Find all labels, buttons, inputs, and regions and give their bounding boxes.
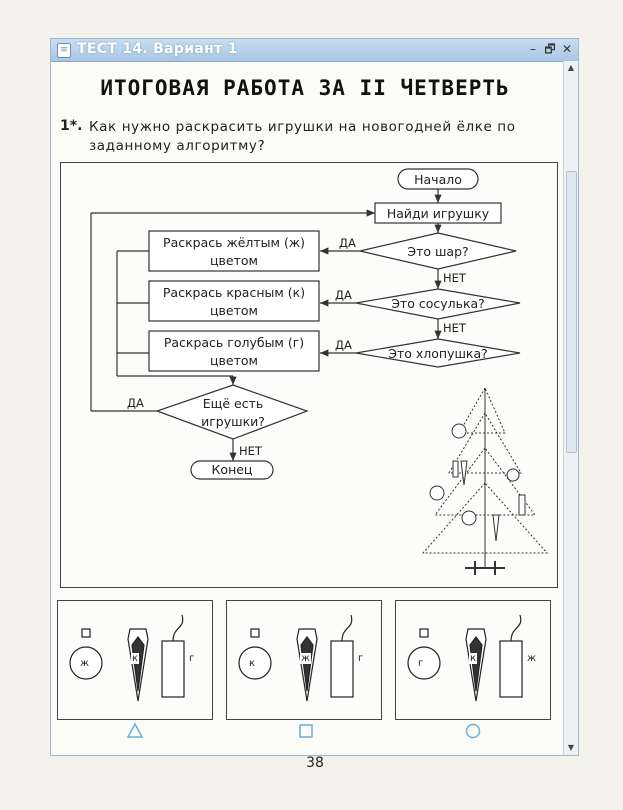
restore-button[interactable]: 🗗 [544,42,556,56]
icicle-condition-label: Это сосулька? [391,296,485,311]
more-toys-decision [157,385,307,439]
no-label-ball: НЕТ [443,271,466,285]
cracker-color-label: ж [527,653,537,664]
christmas-tree-icon [423,388,547,575]
question-number: 1*. [60,118,83,134]
paint-yellow-line1: Раскрась жёлтым (ж) [163,235,305,250]
paint-yellow-line2: цветом [210,253,258,268]
ball-color-label: г [418,658,424,669]
icicle-color-label: к [132,653,139,664]
cracker-color-label: г [189,653,195,664]
no-label-icicle: НЕТ [443,321,466,335]
square-answer-mark-icon[interactable] [297,722,315,740]
ball-condition-label: Это шар? [407,244,469,259]
close-button[interactable]: ✕ [561,42,573,56]
scroll-down-arrow-icon[interactable]: ▼ [567,743,575,752]
find-label: Найди игрушку [386,206,490,221]
paint-red-line2: цветом [210,303,258,318]
ball-color-label: ж [80,658,90,669]
more-toys-line2: игрушки? [201,414,265,429]
vertical-scrollbar[interactable] [563,61,578,755]
cracker-color-label: г [358,653,364,664]
answer-option-2[interactable] [226,600,382,720]
page-number: 38 [306,755,324,771]
paint-blue-line2: цветом [210,353,258,368]
icicle-color-label: ж [301,653,311,664]
window-title: ТЕСТ 14. Вариант 1 [77,41,238,57]
yes-label-cracker: ДА [335,338,352,352]
page-title: ИТОГОВАЯ РАБОТА ЗА II ЧЕТВЕРТЬ [100,76,510,100]
icicle-color-label: к [470,653,477,664]
minimize-button[interactable]: – [530,42,536,56]
paint-red-line1: Раскрась красным (к) [162,285,306,300]
ball-color-label: к [249,658,256,669]
question-text: Как нужно раскрасить игрушки на новогодней ёлке по заданному алгоритму? [89,119,516,154]
flowchart-panel [60,162,558,588]
flowchart [61,163,557,587]
no-label-more: НЕТ [239,444,262,458]
scrollbar-thumb[interactable] [566,171,577,453]
answer-option-1[interactable] [57,600,213,720]
circle-answer-mark-icon[interactable] [464,722,482,740]
end-label: Конец [211,462,253,477]
more-toys-line1: Ещё есть [202,396,264,411]
title-bar [51,39,578,62]
scroll-up-arrow-icon[interactable]: ▲ [567,63,575,72]
paint-blue-line1: Раскрась голубым (г) [163,335,305,350]
triangle-answer-mark-icon[interactable] [126,722,144,740]
yes-label-more: ДА [127,396,144,410]
answer-option-3[interactable] [395,600,551,720]
window-controls [526,41,574,57]
yes-label-ball: ДА [339,236,356,250]
cracker-condition-label: Это хлопушка? [388,346,488,361]
document-icon: ≡ [57,43,71,58]
yes-label-icicle: ДА [335,288,352,302]
start-label: Начало [414,172,462,187]
